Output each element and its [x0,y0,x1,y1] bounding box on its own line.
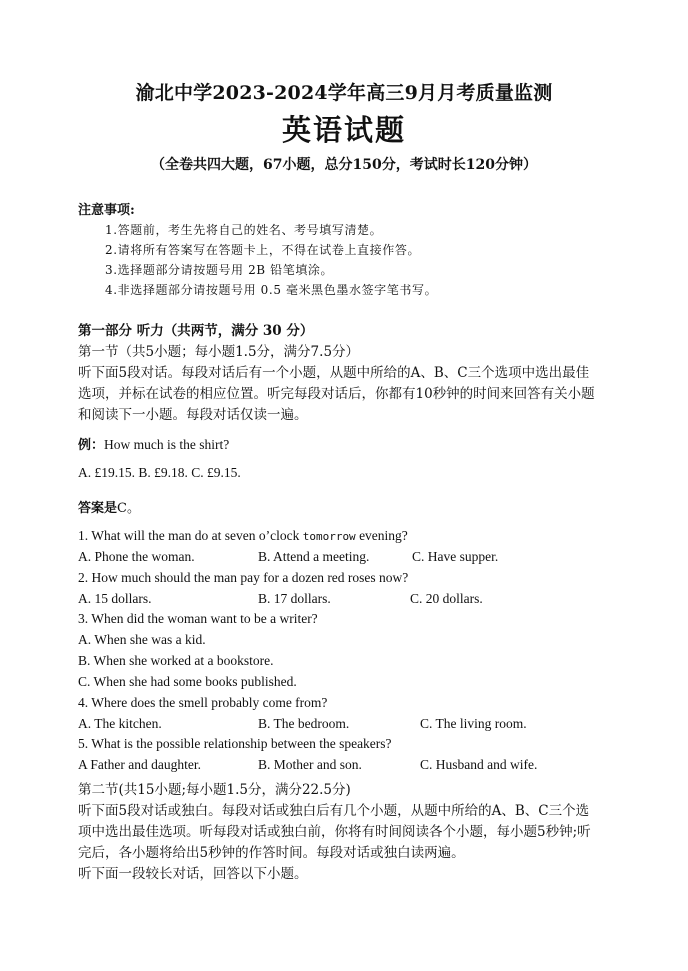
question-1-stem-mono: tomorrow [302,530,356,543]
note-item: 4.非选择题部分请按题号用 0.5 毫米黑色墨水签字笔书写。 [105,283,438,297]
notes-title: 注意事项: [78,203,135,218]
example-line [78,434,229,453]
example-question: How much is the shirt? [104,437,230,452]
section1-instruction: 选项，并标在试卷的相应位置。听完每段对话后，你都有10秒钟的时间来回答有关小题 [78,386,595,402]
question-4: 4. Where does the smell probably come from? [78,695,328,710]
option-a: A Father and daughter. [78,757,201,772]
example-label: 例： [78,438,105,453]
question-1 [78,528,408,544]
option-c: C. When she had some books published. [78,674,297,689]
section1-title: 第一节（共5小题；每小题1.5分，满分7.5分） [78,344,360,360]
option-a: A. When she was a kid. [78,632,206,647]
option-c: C. Husband and wife. [420,757,538,772]
option-c: C. The living room. [420,716,527,731]
option-c: C. 20 dollars. [410,591,483,606]
note-item: 3.选择题部分请按题号用 2B 铅笔填涂。 [105,263,334,277]
example-options: A. £19.15. B. £9.18. C. £9.15. [78,465,241,480]
question-1-stem: 1. What will the man do at seven o’clock [78,528,303,543]
part1-title: 第一部分 听力（共两节，满分 30 分） [78,323,314,339]
option-c: C. Have supper. [412,549,499,564]
note-item: 2.请将所有答案写在答题卡上，不得在试卷上直接作答。 [105,243,421,257]
option-b: B. Mother and son. [258,757,362,772]
section2-instruction: 听下面5段对话或独白。每段对话或独白后有几个小题，从题中所给的A、B、C三个选 [78,803,590,819]
school-title: 渝北中学2023-2024学年高三9月月考质量监测 [135,82,553,104]
option-a: A. The kitchen. [78,716,162,731]
section1-instruction: 和阅读下一小题。每段对话仅读一遍。 [78,407,308,423]
question-2: 2. How much should the man pay for a dozen red roses now? [78,570,409,585]
answer-label: 答案是 [78,501,118,516]
answer-line [78,497,140,516]
section2-instruction: 完后，各小题将给出5秒钟的作答时间。每段对话或独白读两遍。 [78,845,465,861]
section2-instruction: 项中选出最佳选项。听每段对话或独白前，你将有时间阅读各个小题，每小题5秒钟;听 [78,824,591,840]
question-3: 3. When did the woman want to be a writer? [78,611,318,626]
exam-info: （全卷共四大题，67小题，总分150分，考试时长120分钟） [151,157,537,173]
section2-title: 第二节(共15小题;每小题1.5分，满分22.5分) [78,782,351,798]
option-a: A. 15 dollars. [78,591,152,606]
option-b: B. 17 dollars. [258,591,331,606]
option-b: B. Attend a meeting. [258,549,370,564]
section1-instruction: 听下面5段对话。每段对话后有一个小题，从题中所给的A、B、C三个选项中选出最佳 [78,365,590,381]
option-b: B. The bedroom. [258,716,350,731]
question-5: 5. What is the possible relationship between the speakers? [78,736,392,751]
subject-title: 英语试题 [281,113,406,147]
question-1-stem-end: evening? [355,528,408,543]
note-item: 1.答题前，考生先将自己的姓名、考号填写清楚。 [105,223,383,237]
answer-value: C。 [117,501,140,516]
option-a: A. Phone the woman. [78,549,195,564]
section2-instruction: 听下面一段较长对话，回答以下小题。 [78,866,308,882]
option-b: B. When she worked at a bookstore. [78,653,274,668]
